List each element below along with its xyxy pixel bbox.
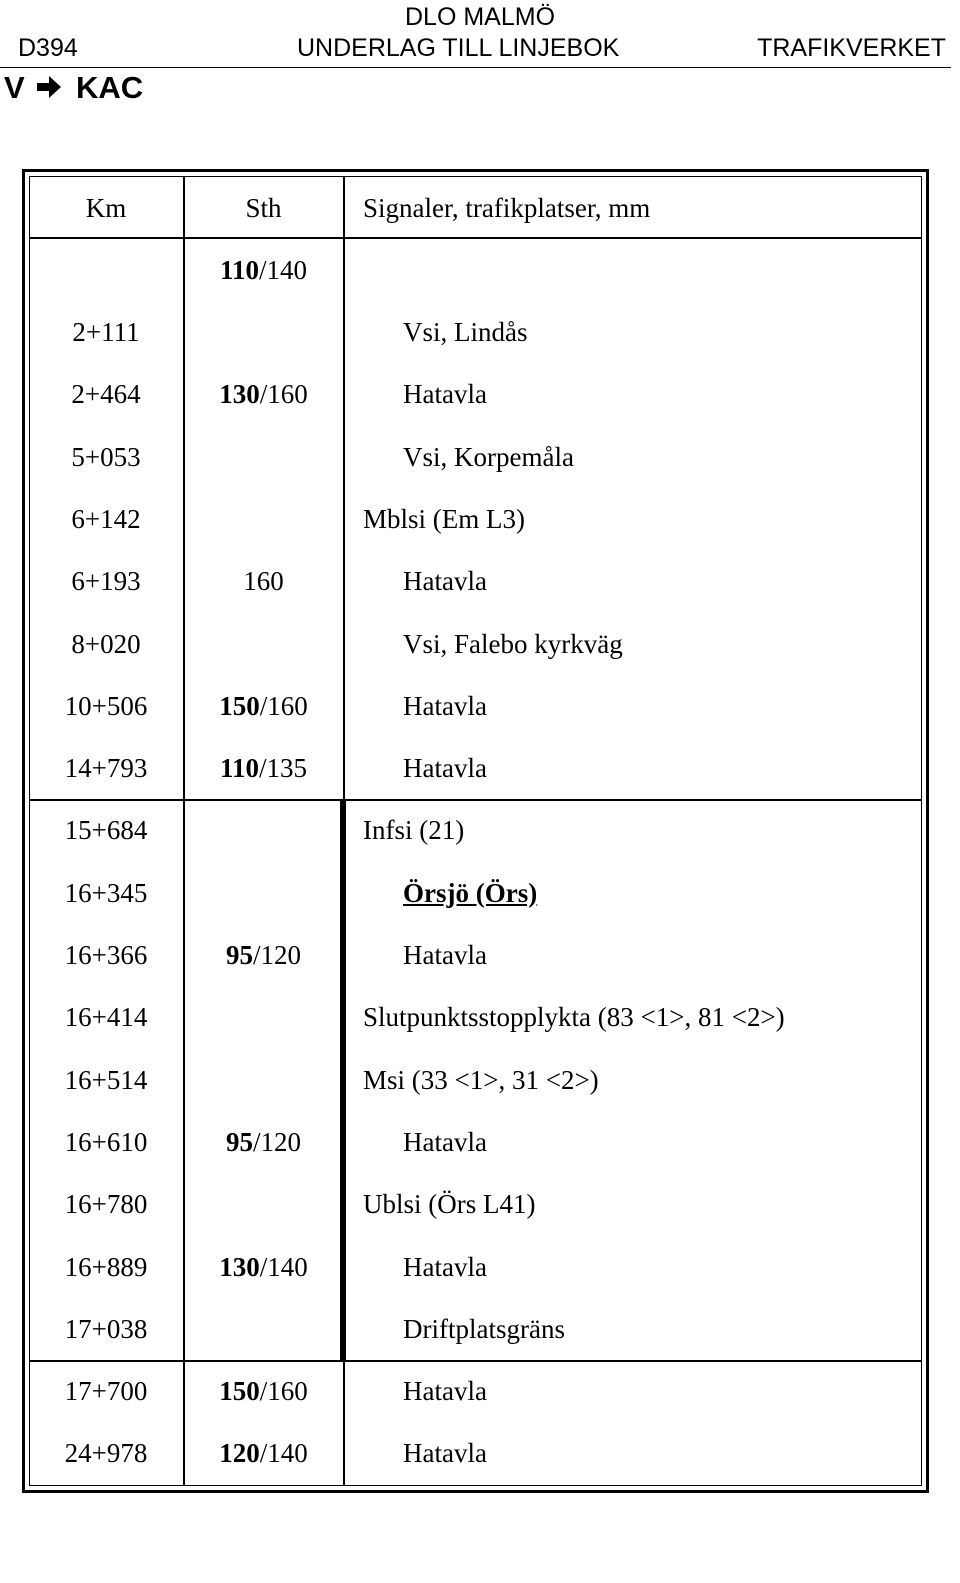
speed-primary: 120 xyxy=(219,1438,260,1469)
signal-cell: Hatavla xyxy=(403,1126,487,1157)
km-cell: 16+889 xyxy=(64,1251,148,1282)
km-cell: 17+700 xyxy=(64,1376,148,1407)
km-cell: 2+464 xyxy=(71,379,141,410)
speed-secondary: /140 xyxy=(259,255,308,285)
speed-cell xyxy=(185,1251,342,1283)
column-divider-km xyxy=(183,176,185,1486)
km-cell: 16+514 xyxy=(64,1064,148,1095)
station-section-start-divider xyxy=(29,799,922,801)
initial-speed xyxy=(185,254,342,286)
speed-primary: 110 xyxy=(219,255,259,285)
km-cell: 24+978 xyxy=(64,1438,148,1469)
km-cell: 10+506 xyxy=(64,690,148,721)
signal-cell: Hatavla xyxy=(403,1376,487,1407)
arrow-right-icon xyxy=(37,70,61,106)
signal-cell: Hatavla xyxy=(403,566,487,597)
speed-cell xyxy=(185,378,342,410)
signal-cell: Hatavla xyxy=(403,1438,487,1469)
route-to: KAC xyxy=(75,70,144,105)
signal-cell: Vsi, Lindås xyxy=(403,317,528,347)
organization-name: TRAFIKVERKET xyxy=(757,34,946,62)
km-cell: 17+038 xyxy=(64,1313,148,1344)
speed-primary: 95 xyxy=(225,1126,253,1157)
speed-secondary: /140 xyxy=(259,1251,308,1282)
signal-cell: Hatavla xyxy=(403,379,487,410)
km-cell: 16+366 xyxy=(64,940,148,970)
speed-cell xyxy=(185,939,342,971)
signal-cell: Vsi, Falebo kyrkväg xyxy=(403,628,623,659)
speed-cell xyxy=(185,752,342,784)
column-header-km: Km xyxy=(85,193,127,223)
signal-cell: Msi (33 <1>, 31 <2>) xyxy=(363,1064,599,1095)
km-cell: 8+020 xyxy=(71,628,141,659)
speed-primary: 130 xyxy=(219,1251,260,1282)
km-cell: 5+053 xyxy=(71,441,141,472)
km-cell: 16+345 xyxy=(64,877,148,908)
speed-primary: 130 xyxy=(219,379,260,410)
km-cell: 14+793 xyxy=(64,753,148,784)
document-code: D394 xyxy=(18,34,78,62)
speed-secondary: /160 xyxy=(259,690,308,721)
km-cell: 16+610 xyxy=(64,1126,148,1157)
speed-cell xyxy=(185,565,342,597)
speed-secondary: /160 xyxy=(259,1376,308,1407)
km-cell: 6+142 xyxy=(71,503,141,534)
column-header-signals: Signaler, trafikplatser, mm xyxy=(363,193,651,223)
speed-secondary: /160 xyxy=(259,379,308,410)
signal-cell: Ublsi (Örs L41) xyxy=(363,1189,536,1220)
signal-cell: Vsi, Korpemåla xyxy=(403,441,574,472)
km-cell: 6+193 xyxy=(71,566,141,597)
signal-cell: Infsi (21) xyxy=(363,815,465,846)
column-header-sth: Sth xyxy=(245,193,282,223)
document-title: UNDERLAG TILL LINJEBOK xyxy=(297,34,620,62)
header-rule xyxy=(0,67,951,68)
speed-secondary: /120 xyxy=(252,1126,301,1157)
speed-secondary: 160 xyxy=(243,566,284,597)
route-heading xyxy=(4,70,143,106)
speed-secondary: /140 xyxy=(259,1438,308,1469)
header-row-divider xyxy=(29,237,922,239)
signal-cell: Hatavla xyxy=(403,690,487,721)
signal-cell: Hatavla xyxy=(403,940,487,970)
speed-cell xyxy=(185,690,342,722)
signal-cell: Driftplatsgräns xyxy=(403,1313,565,1344)
speed-primary: 150 xyxy=(219,1376,260,1407)
speed-secondary: /135 xyxy=(259,753,308,784)
speed-cell xyxy=(185,1126,342,1158)
km-cell: 2+111 xyxy=(72,317,140,347)
km-cell: 15+684 xyxy=(64,815,148,846)
km-cell: 16+780 xyxy=(64,1189,148,1220)
signal-cell: Slutpunktsstopplykta (83 <1>, 81 <2>) xyxy=(363,1002,785,1033)
speed-cell xyxy=(185,1375,342,1407)
office-name: DLO MALMÖ xyxy=(404,3,556,31)
speed-primary: 95 xyxy=(225,940,253,970)
route-from: V xyxy=(4,70,25,105)
signal-cell: Mblsi (Em L3) xyxy=(363,503,525,534)
station-name-cell: Örsjö (Örs) xyxy=(403,877,538,908)
signal-cell: Hatavla xyxy=(403,753,487,784)
speed-secondary: /120 xyxy=(252,940,301,970)
station-section-end-divider xyxy=(29,1360,922,1362)
km-cell: 16+414 xyxy=(64,1002,148,1033)
speed-primary: 110 xyxy=(219,753,259,784)
speed-cell xyxy=(185,1437,342,1469)
speed-primary: 150 xyxy=(219,690,260,721)
signal-cell: Hatavla xyxy=(403,1251,487,1282)
